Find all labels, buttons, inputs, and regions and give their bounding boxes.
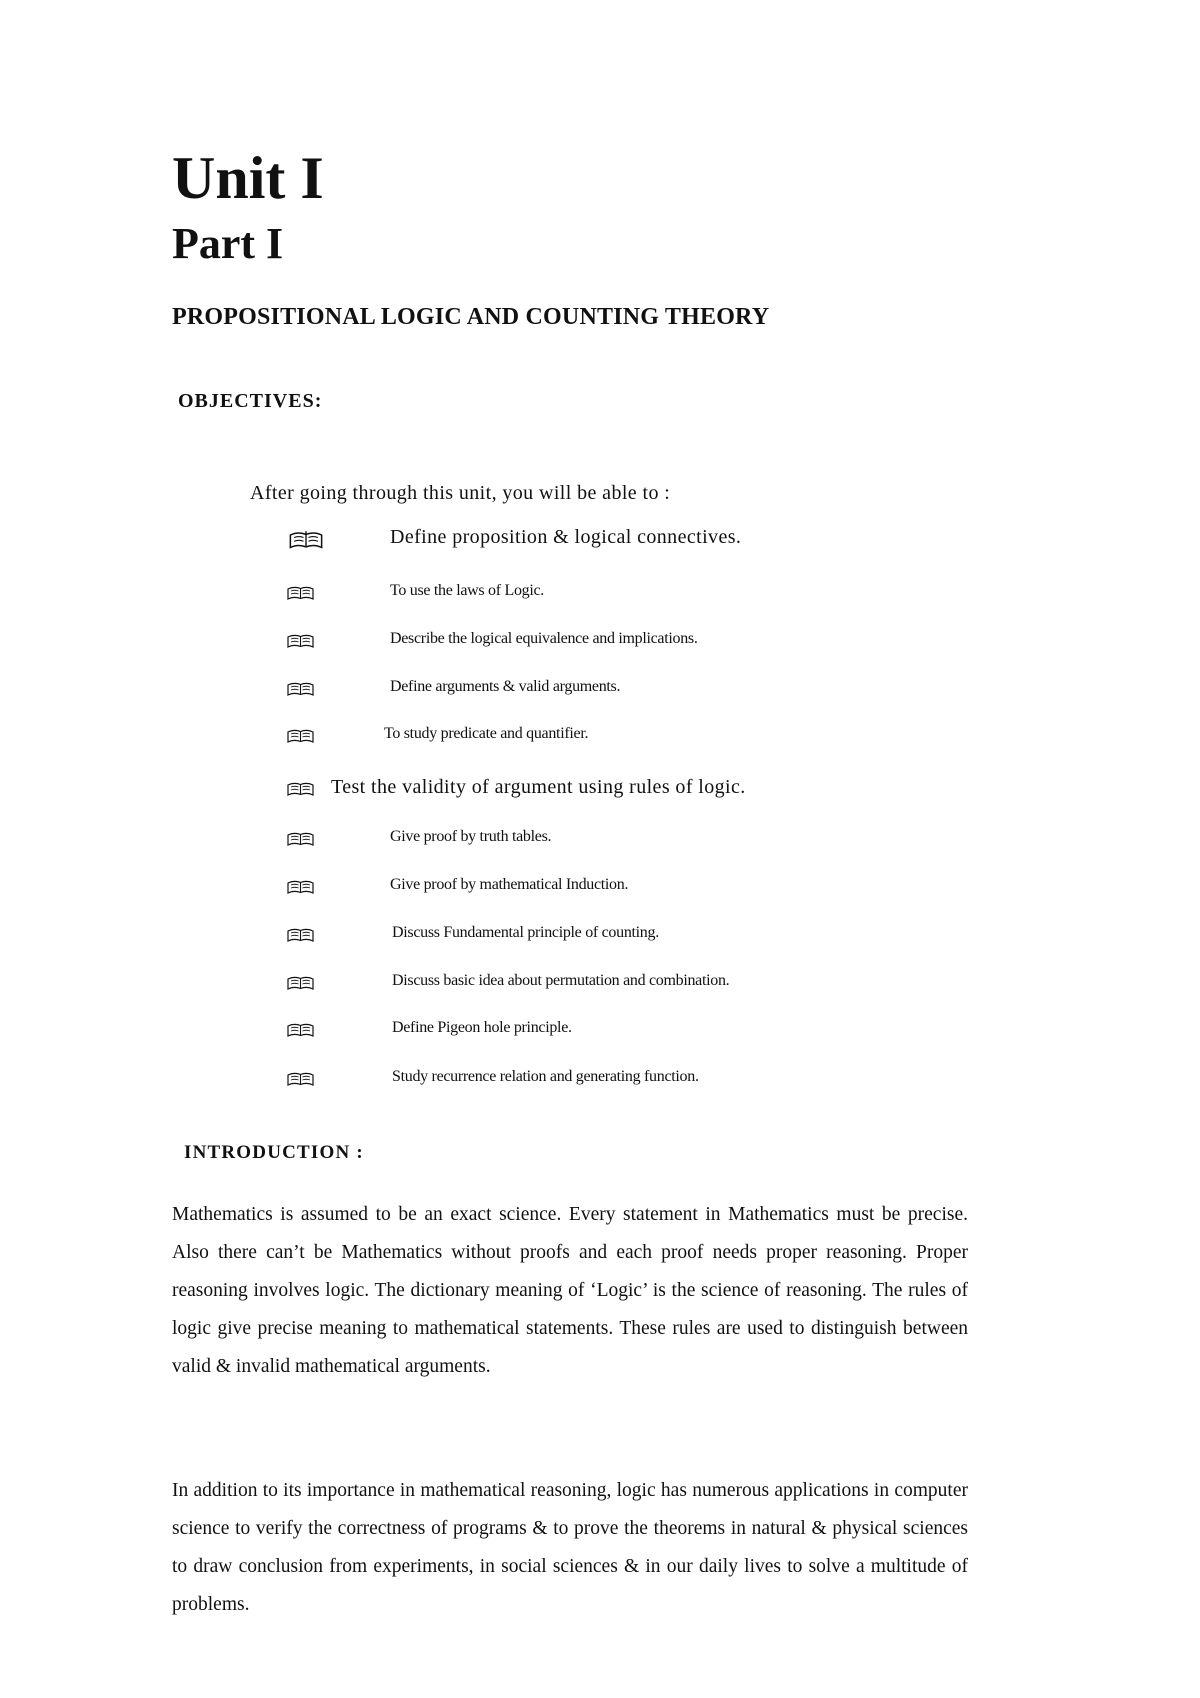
open-book-icon xyxy=(287,728,314,744)
open-book-icon xyxy=(287,1022,314,1038)
objective-text: To study predicate and quantifier. xyxy=(384,725,589,742)
list-item xyxy=(0,582,1000,612)
open-book-icon xyxy=(287,1071,314,1087)
intro-paragraph-2: In addition to its importance in mathematical reasoning, logic has numerous applications in computer science to verify the correctness of programs & to prove the theorems in natural & physical sciences to draw conclusion from experiments, in social sciences & in our daily lives to solve a multitude of problems. xyxy=(172,1480,968,1615)
part-title: Part I xyxy=(172,219,284,268)
open-book-icon xyxy=(287,975,314,991)
objectives-heading: OBJECTIVES: xyxy=(178,390,323,412)
open-book-icon xyxy=(288,530,324,550)
objective-text: Define proposition & logical connectives. xyxy=(390,526,742,548)
list-item xyxy=(0,828,1000,858)
list-item xyxy=(0,876,1000,906)
chapter-title: PROPOSITIONAL LOGIC AND COUNTING THEORY xyxy=(172,304,770,330)
list-item xyxy=(0,630,1000,660)
open-book-icon xyxy=(287,633,314,649)
open-book-icon xyxy=(287,781,314,797)
objective-text: To use the laws of Logic. xyxy=(390,582,545,599)
intro-paragraph-1: Mathematics is assumed to be an exact science. Every statement in Mathematics must be precise. Also there can’t be Mathematics without proofs and each proof needs proper reasoning. Proper reasoning involves logic. The dictionary meaning of ‘Logic’ is the science of reasoning. The rules of logic give precise meaning to mathematical statements. These rules are used to distinguish between valid & invalid mathematical arguments. xyxy=(172,1204,968,1377)
unit-title: Unit I xyxy=(172,145,324,211)
list-item xyxy=(0,678,1000,708)
open-book-icon xyxy=(287,927,314,943)
objective-text: Test the validity of argument using rules of logic. xyxy=(331,776,746,798)
objective-text: Discuss basic idea about permutation and combination. xyxy=(392,972,730,989)
list-item xyxy=(0,1019,1000,1049)
objective-text: Describe the logical equivalence and implications. xyxy=(390,630,698,647)
objectives-lead: After going through this unit, you will be able to : xyxy=(250,482,671,504)
objective-text: Study recurrence relation and generating function. xyxy=(392,1068,699,1085)
introduction-heading: INTRODUCTION : xyxy=(184,1142,364,1163)
objective-text: Give proof by truth tables. xyxy=(390,828,552,845)
list-item xyxy=(0,776,1000,806)
list-item xyxy=(0,972,1000,1002)
objective-text: Define arguments & valid arguments. xyxy=(390,678,621,695)
objective-text: Discuss Fundamental principle of counting. xyxy=(392,924,659,941)
open-book-icon xyxy=(287,585,314,601)
objective-text: Define Pigeon hole principle. xyxy=(392,1019,572,1036)
list-item xyxy=(0,924,1000,954)
open-book-icon xyxy=(287,831,314,847)
objective-text: Give proof by mathematical Induction. xyxy=(390,876,629,893)
list-item xyxy=(0,526,1000,556)
open-book-icon xyxy=(287,681,314,697)
list-item xyxy=(0,725,1000,755)
open-book-icon xyxy=(287,879,314,895)
list-item xyxy=(0,1068,1000,1098)
